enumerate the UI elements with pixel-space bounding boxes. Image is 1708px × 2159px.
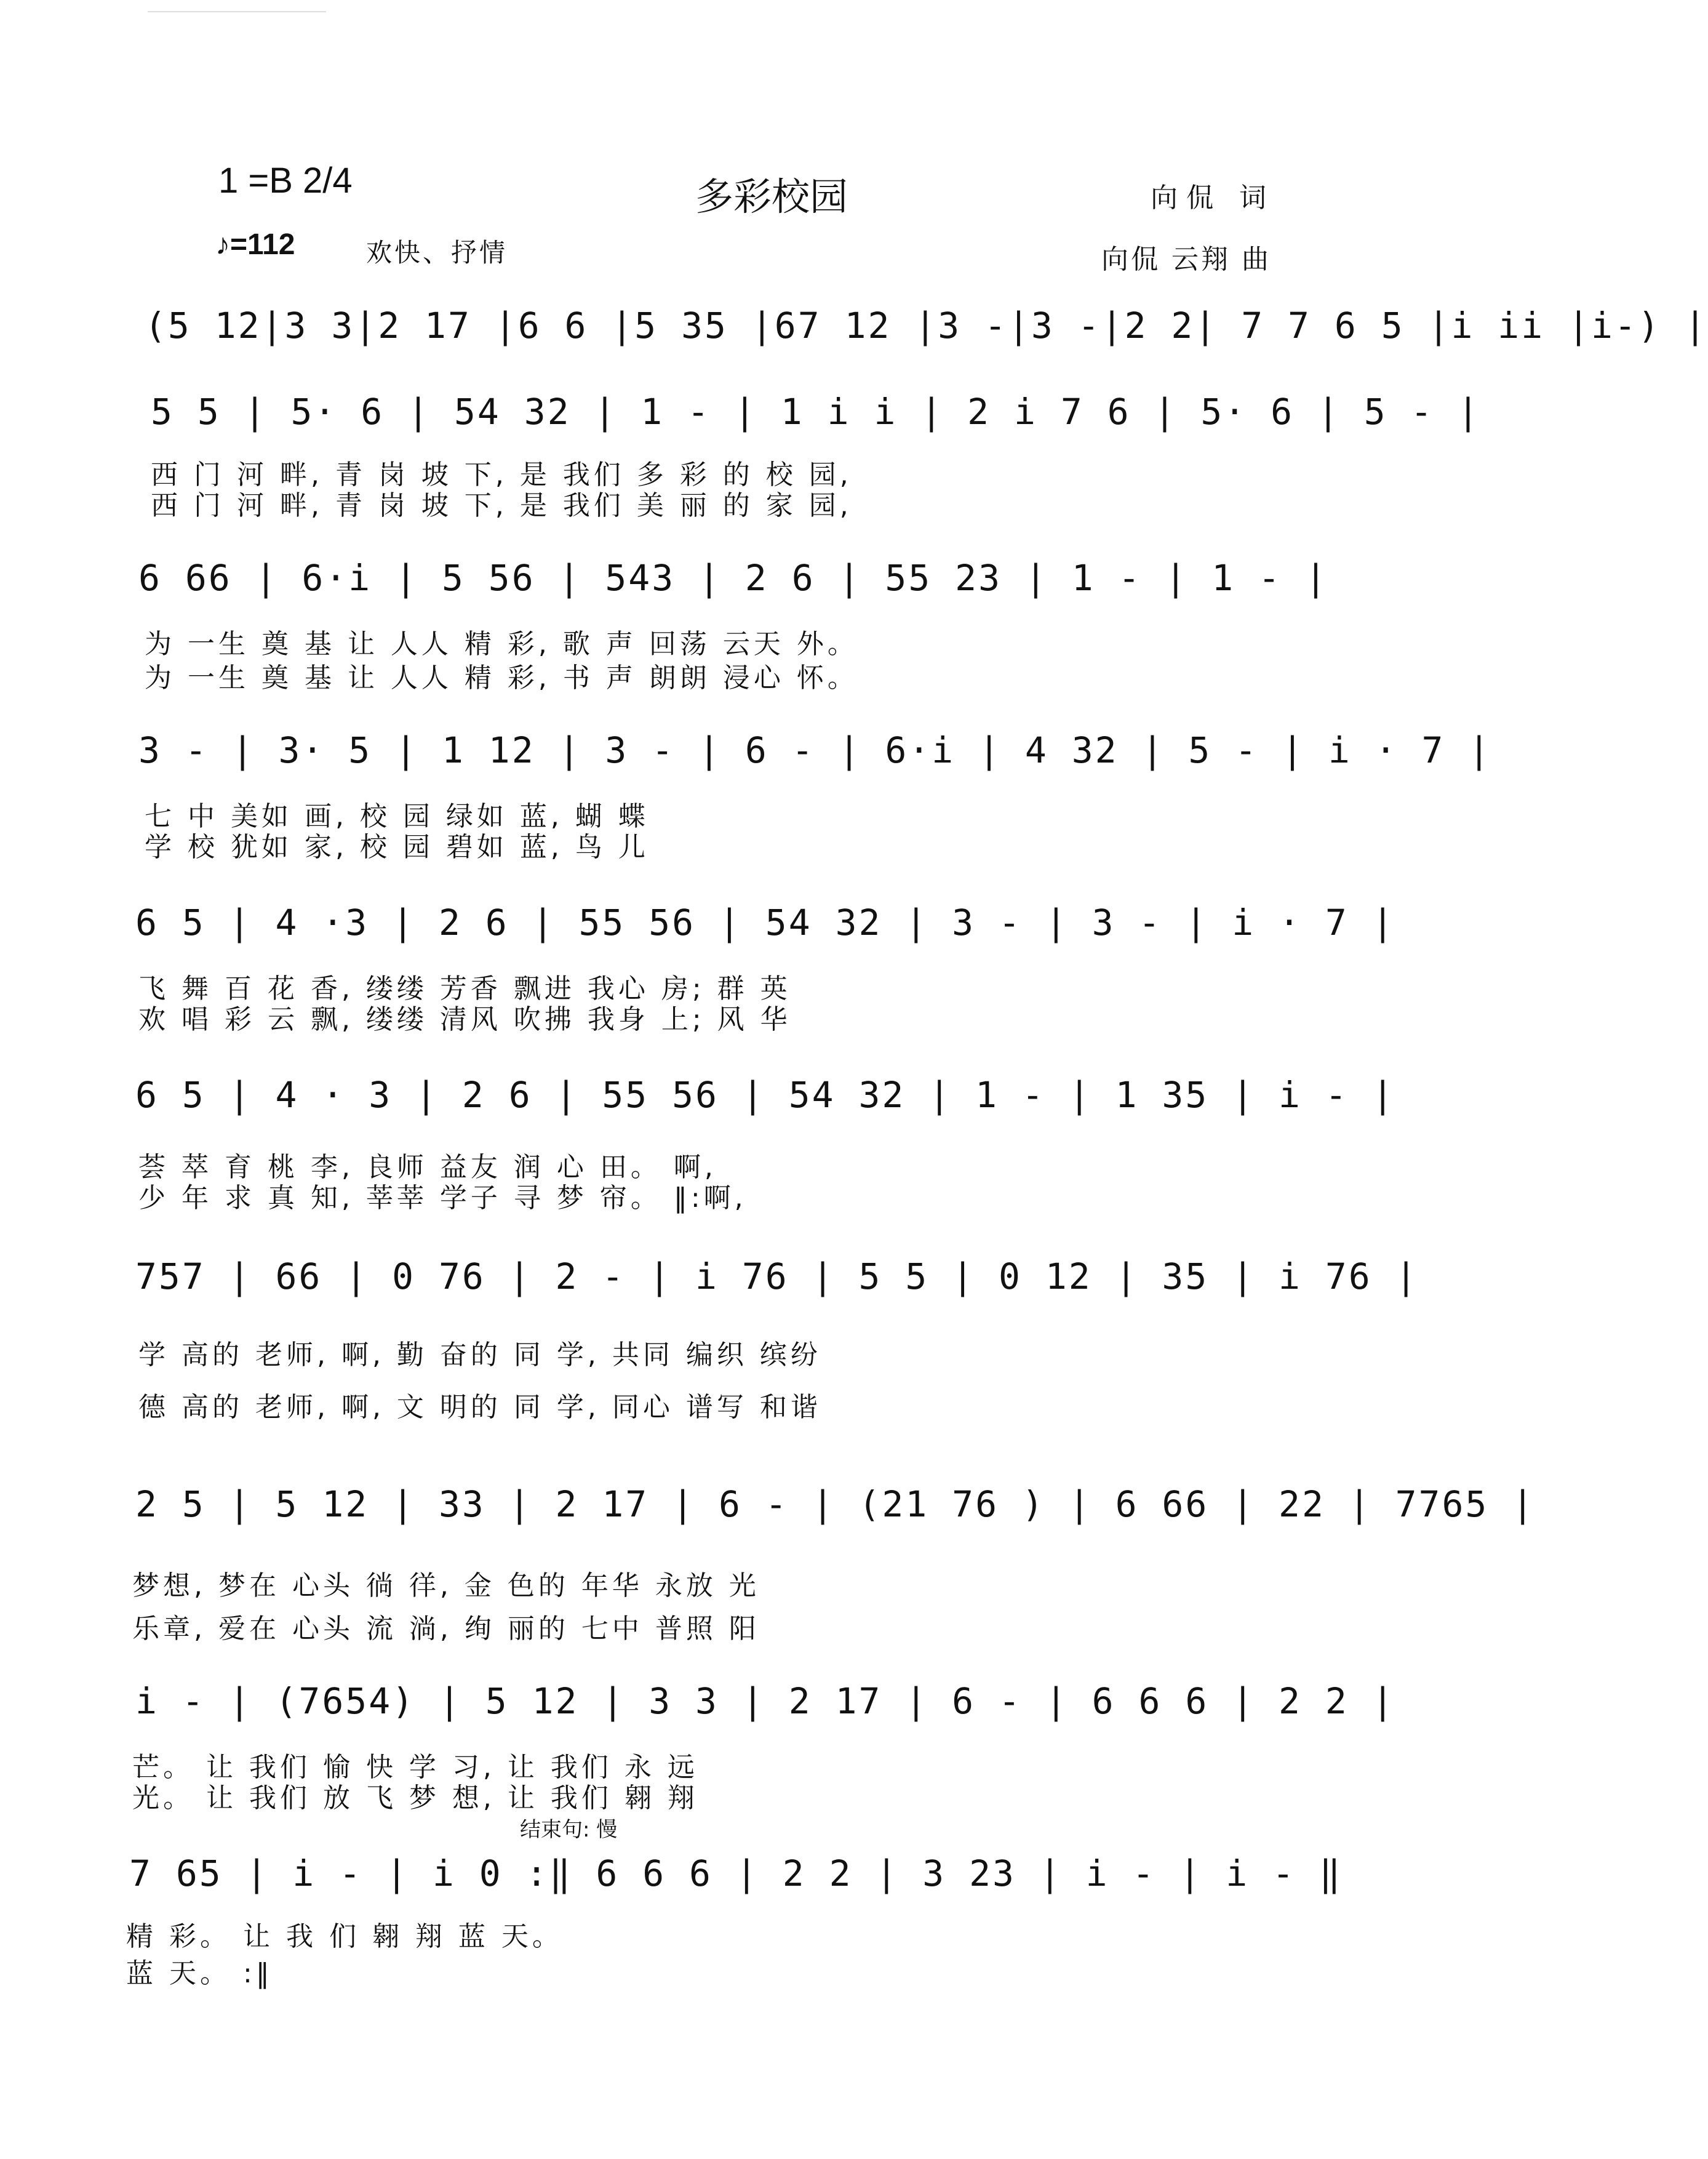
key-signature: 1 =B 2/4 [218,161,353,201]
tempo-mark: ♪=112 [215,228,295,261]
score-line-2: 5 5 | 5· 6 | 54 32 | 1 - | 1 i i | 2 i 7 6 | 5· 6 | 5 - | [151,391,1481,433]
score-line-5: 6 5 | 4 ·3 | 2 6 | 55 56 | 54 32 | 3 - | 3 - | i · 7 | [135,902,1395,943]
lyric-line-3a: 为 一生 奠 基 让 人人 精 彩, 歌 声 回荡 云天 外。 [145,628,858,660]
lyric-line-2a: 西 门 河 畔, 青 岗 坡 下, 是 我们 多 彩 的 校 园, [151,459,852,491]
scan-mark [148,11,326,12]
lyric-line-9a: 芒。 让 我们 愉 快 学 习, 让 我们 永 远 [132,1752,698,1783]
lyric-line-8a: 梦想, 梦在 心头 徜 徉, 金 色的 年华 永放 光 [132,1570,760,1601]
lyric-line-7a: 学 高的 老师, 啊, 勤 奋的 同 学, 共同 编织 缤纷 [138,1339,821,1371]
score-line-10: 7 65 | i - | i 0 :‖ 6 6 6 | 2 2 | 3 23 | i - | i - ‖ [129,1853,1343,1894]
lyric-line-5b: 欢 唱 彩 云 飘, 缕缕 清风 吹拂 我身 上; 风 华 [138,1004,791,1035]
lyricist-credit: 向侃 词 [1151,182,1275,214]
score-line-9: i - | (7654) | 5 12 | 3 3 | 2 17 | 6 - | 6 6 6 | 2 2 | [135,1680,1395,1722]
score-line-4: 3 - | 3· 5 | 1 12 | 3 - | 6 - | 6·i | 4 32 | 5 - | i · 7 | [138,729,1492,771]
lyric-line-7b: 德 高的 老师, 啊, 文 明的 同 学, 同心 谱写 和谐 [138,1392,821,1423]
lyric-line-9b: 光。 让 我们 放 飞 梦 想, 让 我们 翱 翔 [132,1782,698,1814]
score-line-1: (5 12|3 3|2 17 |6 6 |5 35 |67 12 |3 -|3 -|2 2| 7 7 6 5 |i ii |i-) | [145,305,1708,346]
lyric-line-4a: 七 中 美如 画, 校 园 绿如 蓝, 蝴 蝶 [145,801,649,832]
page-title: 多彩校园 [695,176,848,218]
score-line-3: 6 66 | 6·i | 5 56 | 543 | 2 6 | 55 23 | 1 - | 1 - | [138,557,1328,599]
lyric-line-5a: 飞 舞 百 花 香, 缕缕 芳香 飘进 我心 房; 群 英 [138,973,791,1004]
lyric-line-10b: 蓝 天。 :‖ [126,1958,273,1989]
lyric-line-6b: 少 年 求 真 知, 莘莘 学子 寻 梦 帘。 ‖:啊, [138,1182,747,1214]
lyric-line-6a: 荟 萃 育 桃 李, 良师 益友 润 心 田。 啊, [138,1152,717,1183]
score-line-7: 757 | 66 | 0 76 | 2 - | i 76 | 5 5 | 0 12 | 35 | i 76 | [135,1256,1419,1297]
lyric-line-3b: 为 一生 奠 基 让 人人 精 彩, 书 声 朗朗 浸心 怀。 [145,662,858,694]
lyric-line-4b: 学 校 犹如 家, 校 园 碧如 蓝, 鸟 儿 [145,831,649,863]
ending-instruction: 结束句: 慢 [520,1817,618,1842]
score-line-6: 6 5 | 4 · 3 | 2 6 | 55 56 | 54 32 | 1 - | 1 35 | i - | [135,1074,1395,1116]
mood-mark: 欢快、抒情 [366,238,508,268]
lyric-line-8b: 乐章, 爱在 心头 流 淌, 绚 丽的 七中 普照 阳 [132,1613,760,1644]
composer-credit: 向侃 云翔 曲 [1101,244,1271,275]
lyric-line-10a: 精 彩。 让 我 们 翱 翔 蓝 天。 [126,1921,563,1952]
score-line-8: 2 5 | 5 12 | 33 | 2 17 | 6 - | (21 76 ) | 6 66 | 22 | 7765 | [135,1483,1536,1525]
lyric-line-2b: 西 门 河 畔, 青 岗 坡 下, 是 我们 美 丽 的 家 园, [151,490,852,521]
